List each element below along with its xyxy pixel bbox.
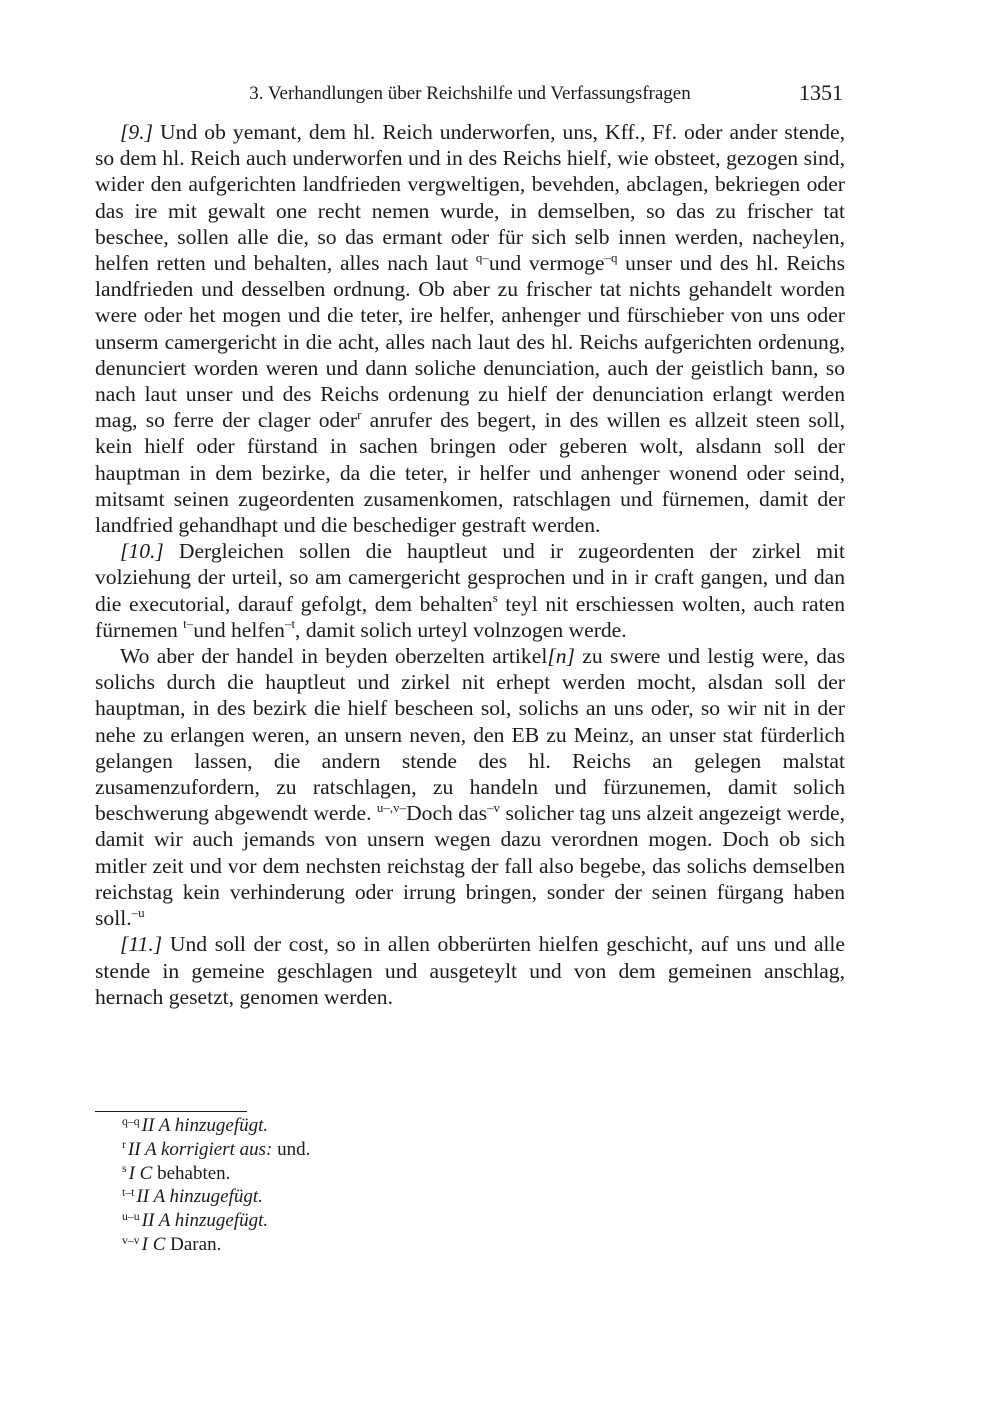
footnote-rule <box>95 1111 247 1112</box>
text-run: und helfen <box>193 617 285 642</box>
page-number: 1351 <box>799 80 843 105</box>
text-run: unser und des hl. Reichs landfrieden und desselben ordnung. Ob aber zu frischer tat nichts gehandelt worden were oder het mogen und die teter, ire helfer, anhenger und fürschieber von uns oder unserm camergericht in die acht, alles nach laut des hl. Reichs aufgerichten ordenung, denunciert worden weren und dann soliche denunciation, auch der geistlich bann, so nach laut unser und des Reichs ordenung zu hielf der denunciation erlangt werden mag, so ferre der clager oder <box>95 251 845 433</box>
footnote-source: I C <box>128 1162 153 1184</box>
paragraph-number: [11.] <box>120 932 163 957</box>
text-run: zu swere und lestig were, das solichs durch die hauptleut und zirkel nit erhept werden mocht, alsdan soll der hauptman, in des bezirk die hielf bescheen sol, solichs an uns oder, so wir nit in der nehe zu erlangen weren, an unsern neven, den EB zu Meinz, an unser stat fürderlich gelangen lassen, die andern stende des hl. Reichs an gelegen malstat zusamenzufordern, zu ratschlagen, zu handeln und fürzunemen, damit solich beschwerung abgewendt werde. <box>95 644 845 826</box>
footnote-marker: –v <box>487 799 501 815</box>
footnote-mark: r <box>122 1138 126 1152</box>
paragraph-9 <box>95 119 845 538</box>
text-run: Und ob yemant, dem hl. Reich underworfen, uns, Kff., Ff. oder ander stende, so dem hl. Reich auch underworfen und in des Reichs hielf, wie obsteet, gezogen sind, wider den aufgerichten landfrieden vergweltigen, bevehden, abclagen, bekriegen oder das ire mit gewalt one recht nemen wurde, in demselben, so das zu frischer tat beschee, sollen alle die, so das ermant oder für sich selb innen werden, nacheylen, helfen retten und behalten, alles nach laut <box>95 120 845 276</box>
footnote-text: behabten. <box>152 1162 231 1184</box>
footnotes <box>122 1115 310 1258</box>
running-header <box>95 80 845 108</box>
footnote-mark: u–u <box>122 1209 140 1223</box>
text-run: Dergleichen sollen die hauptleut und ir zugeordenten der zirkel mit volziehung der urteil, so am camergericht gesprochen und in ir craft gangen, und dan die executorial, darauf gefolgt, dem behalten <box>95 539 845 616</box>
paragraph-number: [9.] <box>120 120 154 144</box>
footnote <box>122 1234 310 1258</box>
text-run: Doch das <box>406 801 488 826</box>
text-run: solicher tag uns alzeit angezeigt werde, damit wir auch jemands von unsern wegen dazu verordnen mogen. Doch ob sich mitler zeit und vor dem nechsten reichstag der fall also begebe, das solichs demselben reichstag kein verhinderung oder irrung bringen, sonder der seinen fürgang haben soll. <box>95 801 845 931</box>
footnote-text: und. <box>272 1138 311 1160</box>
paragraph-11 <box>95 931 845 1010</box>
paragraph-10 <box>95 538 845 643</box>
footnote <box>122 1186 310 1210</box>
footnote-mark: t–t <box>122 1185 135 1199</box>
footnote-marker: u–,v– <box>376 799 407 815</box>
footnote-source: I C <box>141 1233 166 1255</box>
footnote-marker: –q <box>604 249 618 265</box>
text-run: teyl nit erschiessen wolten, auch raten fürnemen <box>95 591 845 642</box>
footnote-marker: q– <box>475 249 489 265</box>
text-run: , damit solich urteyl volnzogen werde. <box>295 617 627 642</box>
footnote <box>122 1139 310 1163</box>
footnote-source: II A hinzugefügt. <box>141 1210 269 1232</box>
editorial-insertion: [n] <box>547 644 575 669</box>
footnote-marker: –t <box>284 616 296 632</box>
footnote-mark: s <box>122 1162 127 1176</box>
footnote-text: Daran. <box>165 1233 222 1255</box>
paragraph-wo <box>95 643 845 931</box>
footnote-marker: s <box>492 590 498 606</box>
text-run: Wo aber der handel in beyden oberzelten artikel <box>120 644 548 669</box>
footnote-source: II A korrigiert aus: <box>127 1138 273 1160</box>
footnote-mark: q–q <box>122 1114 140 1128</box>
running-title: 3. Verhandlungen über Reichshilfe und Verfassungsfragen <box>249 83 691 104</box>
footnote-mark: v–v <box>122 1233 140 1247</box>
text-run: Und soll der cost, so in allen obberürten hielfen geschicht, auf uns und alle stende in gemeine geschlagen und ausgeteylt und von dem gemeinen anschlag, hernach gesetzt, genomen werden. <box>95 932 845 1009</box>
footnote-source: II A hinzugefügt. <box>136 1186 263 1208</box>
footnote-source: II A hinzugefügt. <box>141 1115 269 1136</box>
footnote <box>122 1115 310 1139</box>
paragraph-number: [10.] <box>120 539 164 564</box>
footnote-marker: r <box>357 406 362 422</box>
footnote-marker: –u <box>131 904 145 920</box>
main-text <box>95 119 845 1010</box>
footnote <box>122 1163 310 1187</box>
text-run: anrufer des begert, in des willen es allzeit steen soll, kein hielf oder fürstand in sachen bringen oder geberen wolt, alsdann soll der hauptman in dem bezirke, da die teter, ir helfer und anhenger wonend oder seind, mitsamt seinen zugeordenten zusamenkomen, ratschlagen und fürnemen, damit der landfried gehandhapt und die beschediger gestraft werden. <box>95 408 845 538</box>
footnote-marker: t– <box>183 616 194 632</box>
footnote <box>122 1210 310 1234</box>
text-run: und vermoge <box>488 251 605 276</box>
